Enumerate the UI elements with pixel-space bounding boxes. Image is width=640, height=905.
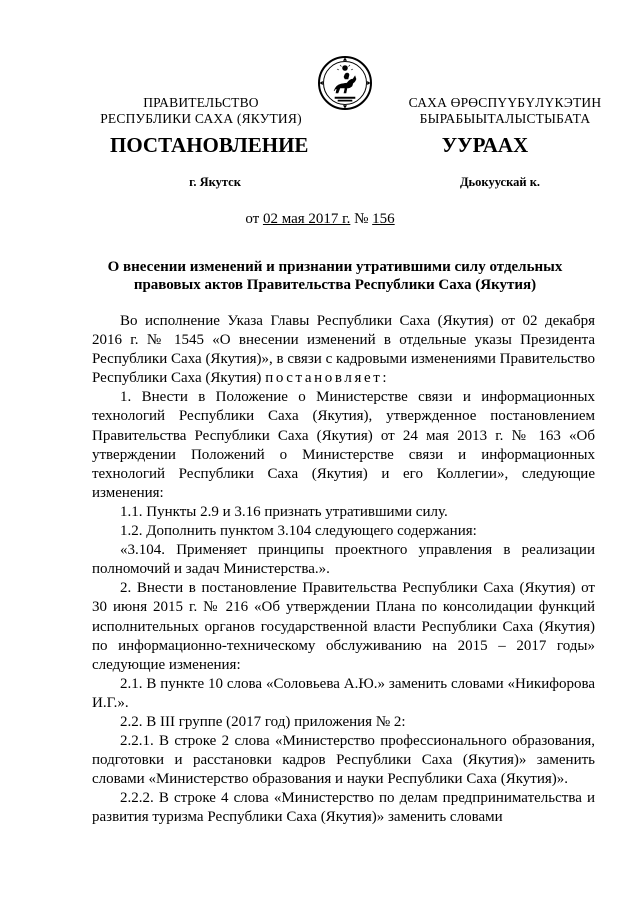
place-yakut: Дьокуускай к. <box>459 175 541 189</box>
subject-line1: О внесении изменений и признании утратившими силу отдельных <box>107 259 563 275</box>
paragraph-item-1-1: 1.1. Пункты 2.9 и 3.16 признать утратившими силу. <box>120 503 448 520</box>
decree-date: 02 мая 2017 г. <box>262 211 351 227</box>
paragraph-preamble <box>92 312 595 388</box>
subject-line2: правовых актов Правительства Республики Саха (Якутия) <box>133 277 537 293</box>
decree-body <box>92 312 595 828</box>
place-russian: г. Якутск <box>189 175 241 189</box>
preamble-resolves: постановляет: <box>265 370 390 387</box>
document-type-russian: ПОСТАНОВЛЕНИЕ <box>110 133 309 157</box>
org-right-line2: БЫРАБЫЫТАЛЫСТЫБАТА <box>419 110 591 126</box>
org-right-line1: САХА ӨРӨСПҮҮБҮЛҮКЭТИН <box>408 95 602 110</box>
document-type-yakut: УУРААХ <box>441 133 529 157</box>
paragraph-item-2-2-2: 2.2.2. В строке 4 слова «Министерство по делам предпринимательства и развития туризма Республики Саха (Якутия)» заменить словами <box>92 790 595 826</box>
org-name-yakut <box>380 95 630 126</box>
decree-prefix: от <box>245 211 263 227</box>
decree-number-prefix: № <box>350 211 373 227</box>
decree-number: 156 <box>372 211 395 227</box>
paragraph-quote-3-104: «3.104. Применяет принципы проектного управления в реализации полномочий и задач Министерства.». <box>92 542 595 578</box>
decree-subject <box>100 258 570 294</box>
preamble-text: Во исполнение Указа Главы Республики Саха (Якутия) от 02 декабря 2016 г. № 1545 «О внесении изменений в отдельные указы Президента Республики Саха (Якутия)», в связи с кадровыми изменениями Правительство Республики Саха (Якутия) <box>92 313 595 387</box>
org-left-line2: РЕСПУБЛИКИ САХА (ЯКУТИЯ) <box>100 110 302 126</box>
paragraph-item-2: 2. Внести в постановление Правительства Республики Саха (Якутия) от 30 июня 2015 г. № 216 «Об утверждении Плана по консолидации функций исполнительных органов государственной власти Республики Саха (Якутия) по информационно-техническому обслуживанию на 2015 – 2017 годы» следующие изменения: <box>92 580 595 673</box>
paragraph-item-2-1: 2.1. В пункте 10 слова «Соловьева А.Ю.» заменить словами «Никифорова И.Г.». <box>92 675 595 711</box>
paragraph-item-2-2: 2.2. В III группе (2017 год) приложения № 2: <box>120 713 406 730</box>
paragraph-item-2-2-1: 2.2.1. В строке 2 слова «Министерство профессионального образования, подготовки и расстановки кадров Республики Саха (Якутия)» заменить словами «Министерство образования и науки Республики Саха (Якутия)». <box>92 733 595 788</box>
org-left-line1: ПРАВИТЕЛЬСТВО <box>143 95 259 110</box>
paragraph-item-1-2: 1.2. Дополнить пунктом 3.104 следующего содержания: <box>120 523 477 540</box>
republic-emblem-icon <box>317 55 373 111</box>
org-name-russian <box>86 95 316 126</box>
paragraph-item-1: 1. Внести в Положение о Министерстве связи и информационных технологий Республики Саха (Якутия), утвержденное постановлением Правительства Республики Саха (Якутия) от 24 мая 2013 г. № 163 «Об утверждении Положений о Министерстве связи и информационных технологий Республики Саха (Якутия) и его Коллегии», следующие изменения: <box>92 389 595 501</box>
decree-date-number <box>0 211 640 228</box>
